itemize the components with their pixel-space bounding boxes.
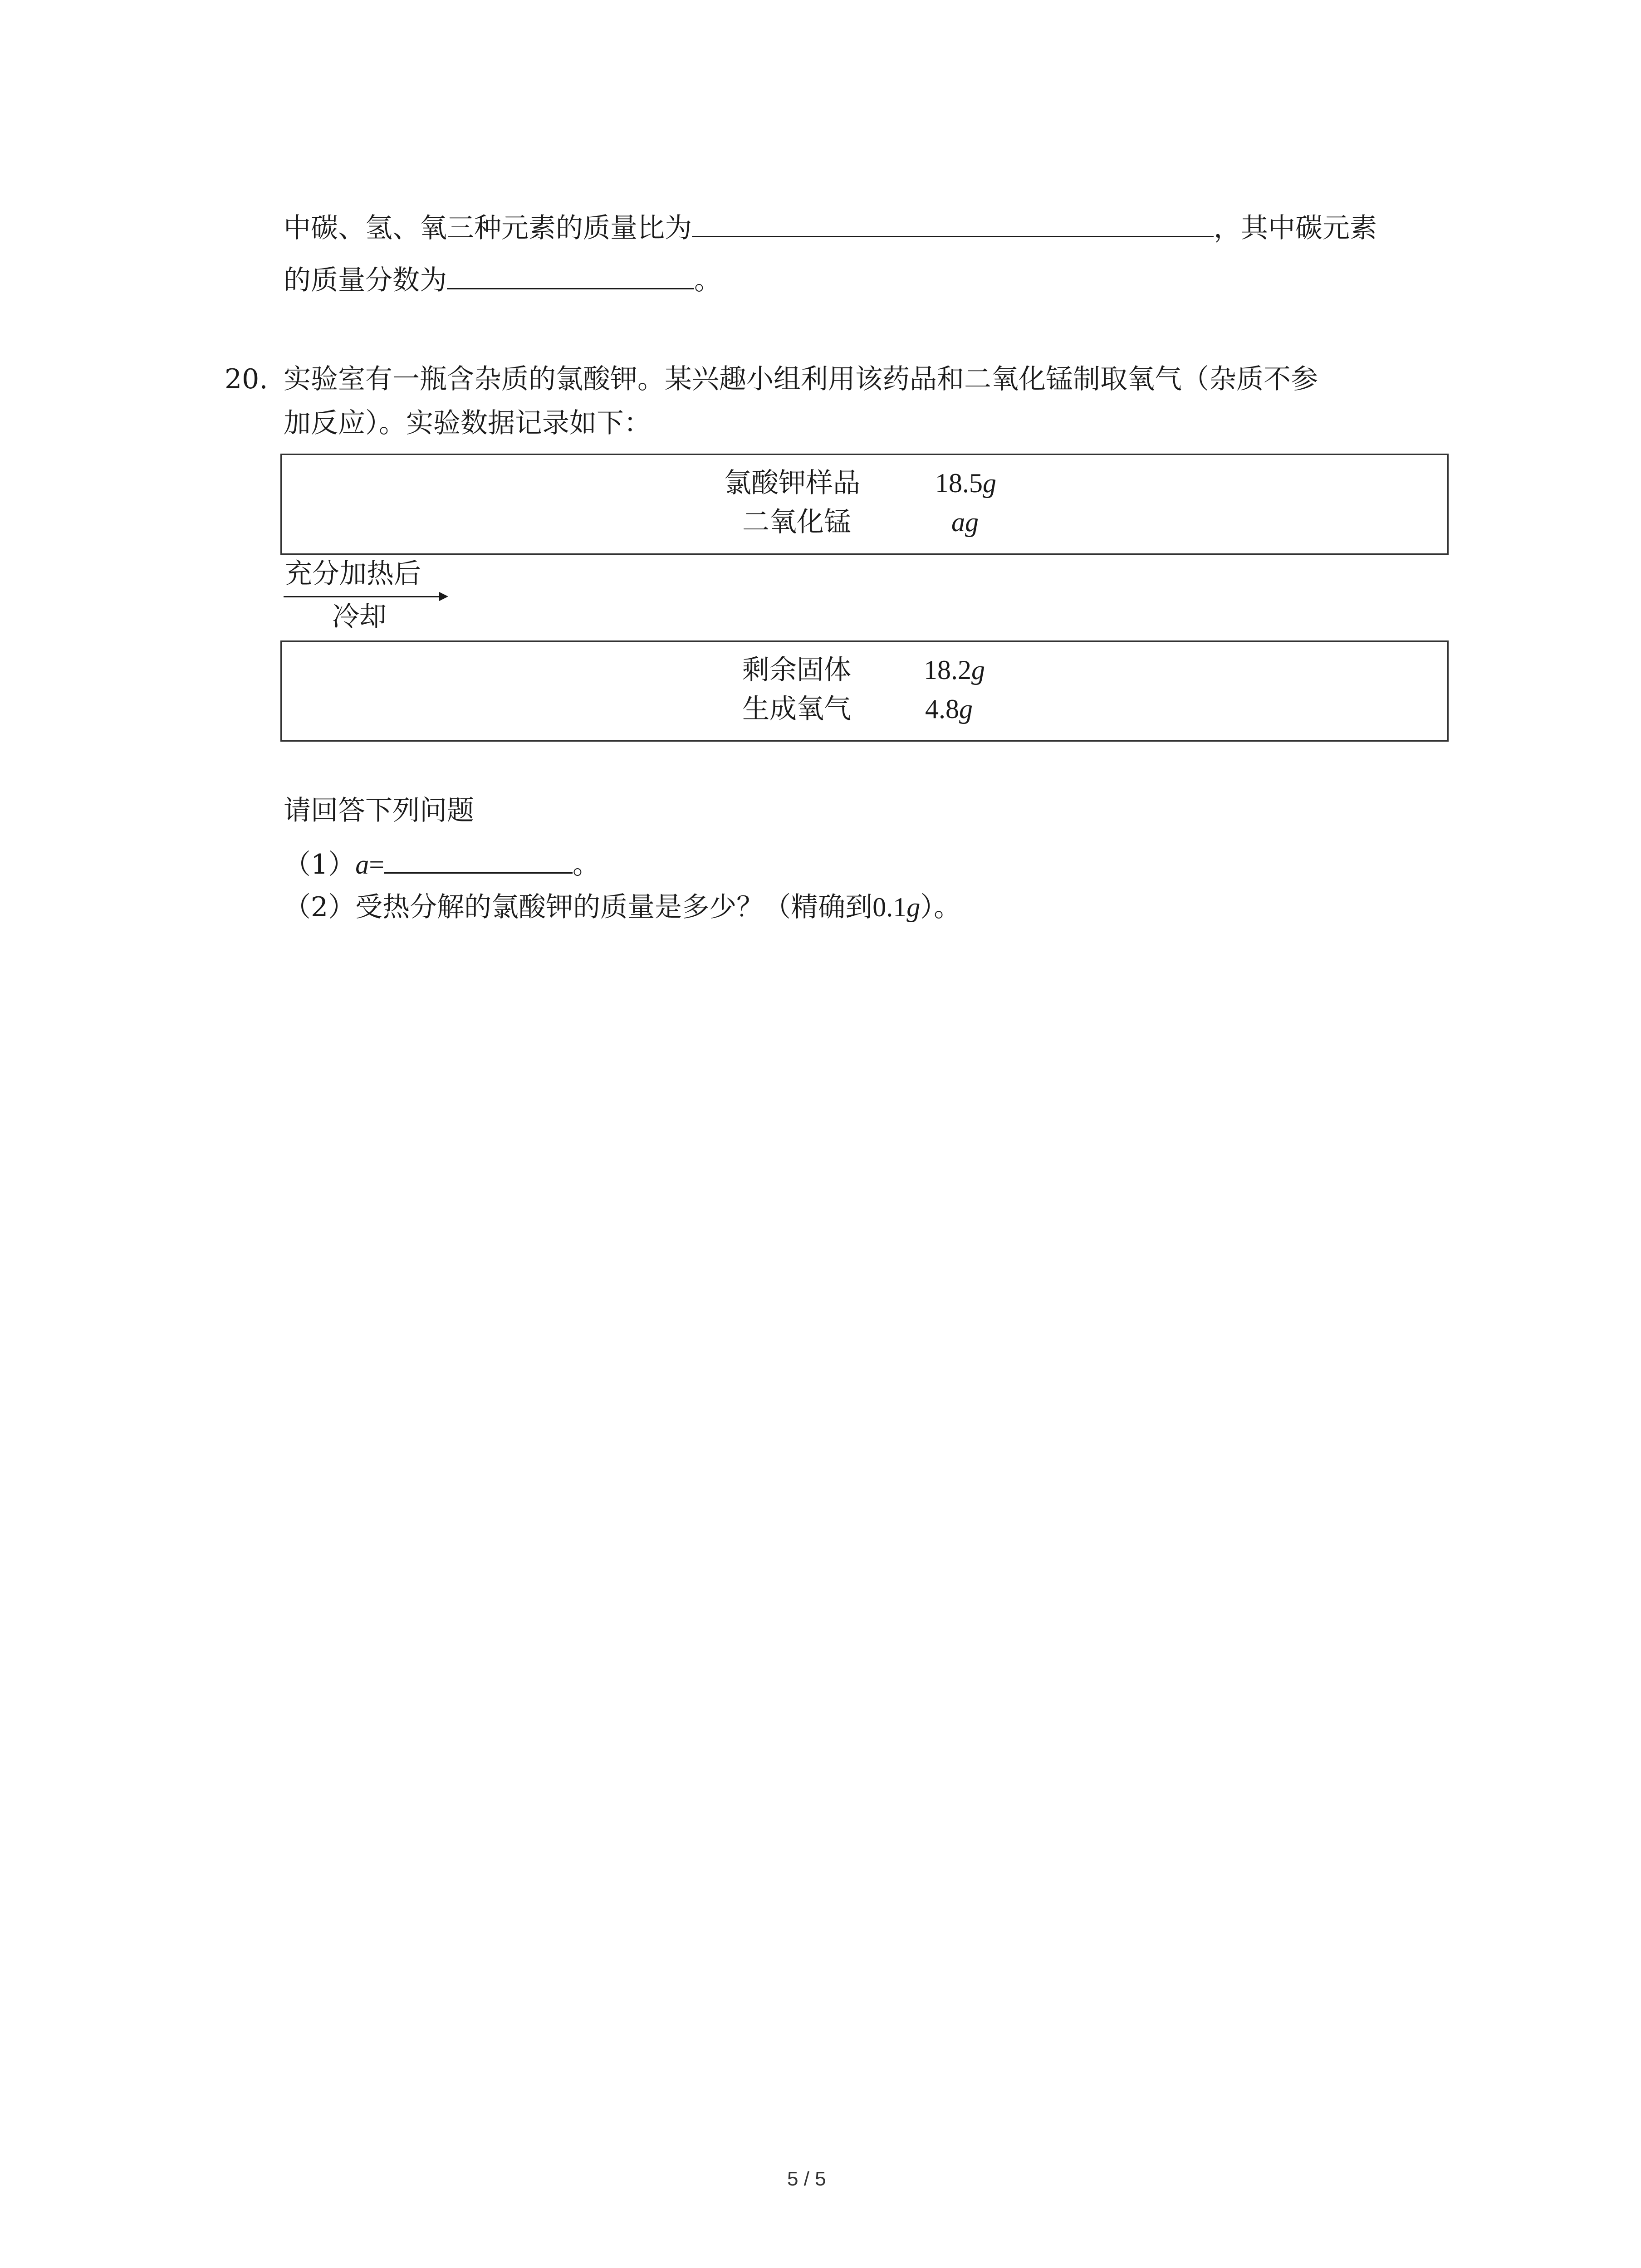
row-label: 剩余固体	[742, 654, 851, 686]
a-value-blank[interactable]	[384, 847, 573, 874]
value-number: 4.8	[925, 694, 959, 724]
value-number: 18.5	[935, 468, 983, 498]
arrow-head-icon	[439, 592, 448, 601]
q19-line2	[284, 262, 721, 298]
sub1-eq: =	[369, 850, 385, 880]
q20-stem-line1: 实验室有一瓶含杂质的氯酸钾。某兴趣小组利用该药品和二氧化锰制取氧气（杂质不参	[284, 363, 1318, 395]
q20-number: 20.	[225, 363, 268, 395]
value-unit: g	[983, 468, 996, 498]
q19-line1-text: 中碳、氢、氧三种元素的质量比为	[284, 212, 692, 244]
reaction-arrow	[284, 596, 442, 597]
row-value	[924, 652, 985, 688]
sub1-prefix: （1）	[284, 849, 356, 880]
row-value	[951, 504, 979, 540]
table-after	[280, 640, 1449, 742]
arrow-condition-below: 冷却	[332, 601, 387, 633]
row-label: 氯酸钾样品	[724, 467, 860, 499]
value-unit: g	[959, 694, 973, 724]
sub2-text: （2）受热分解的氯酸钾的质量是多少？（精确到	[284, 891, 873, 923]
q20-sub1	[284, 846, 600, 883]
value-unit: g	[971, 655, 985, 685]
sub1-var: a	[355, 850, 369, 880]
sub2-unit: g	[906, 892, 921, 922]
row-label: 生成氧气	[742, 693, 851, 725]
sub2-num: 0.1	[872, 892, 907, 922]
page-number: 5 / 5	[787, 2168, 826, 2190]
sub2-suffix: ）。	[920, 891, 961, 923]
q20-sub2	[284, 889, 961, 925]
q19-line1	[284, 210, 1377, 246]
q19-line2-suffix: 。	[694, 264, 721, 296]
q20-stem-line2: 加反应）。实验数据记录如下：	[284, 407, 651, 439]
value-unit: ag	[951, 507, 979, 537]
value-number: 18.2	[924, 655, 971, 685]
row-label: 二氧化锰	[742, 506, 851, 538]
mass-ratio-blank[interactable]	[692, 210, 1214, 237]
q19-line1-suffix: ，其中碳元素	[1214, 212, 1377, 244]
table-before	[280, 454, 1449, 555]
sub1-suffix: 。	[573, 849, 600, 880]
carbon-fraction-blank[interactable]	[447, 263, 694, 289]
row-value	[925, 691, 973, 727]
q20-prompt: 请回答下列问题	[284, 795, 474, 826]
arrow-condition-above: 充分加热后	[285, 558, 421, 590]
q19-line2-text: 的质量分数为	[284, 264, 447, 296]
row-value	[935, 465, 996, 501]
